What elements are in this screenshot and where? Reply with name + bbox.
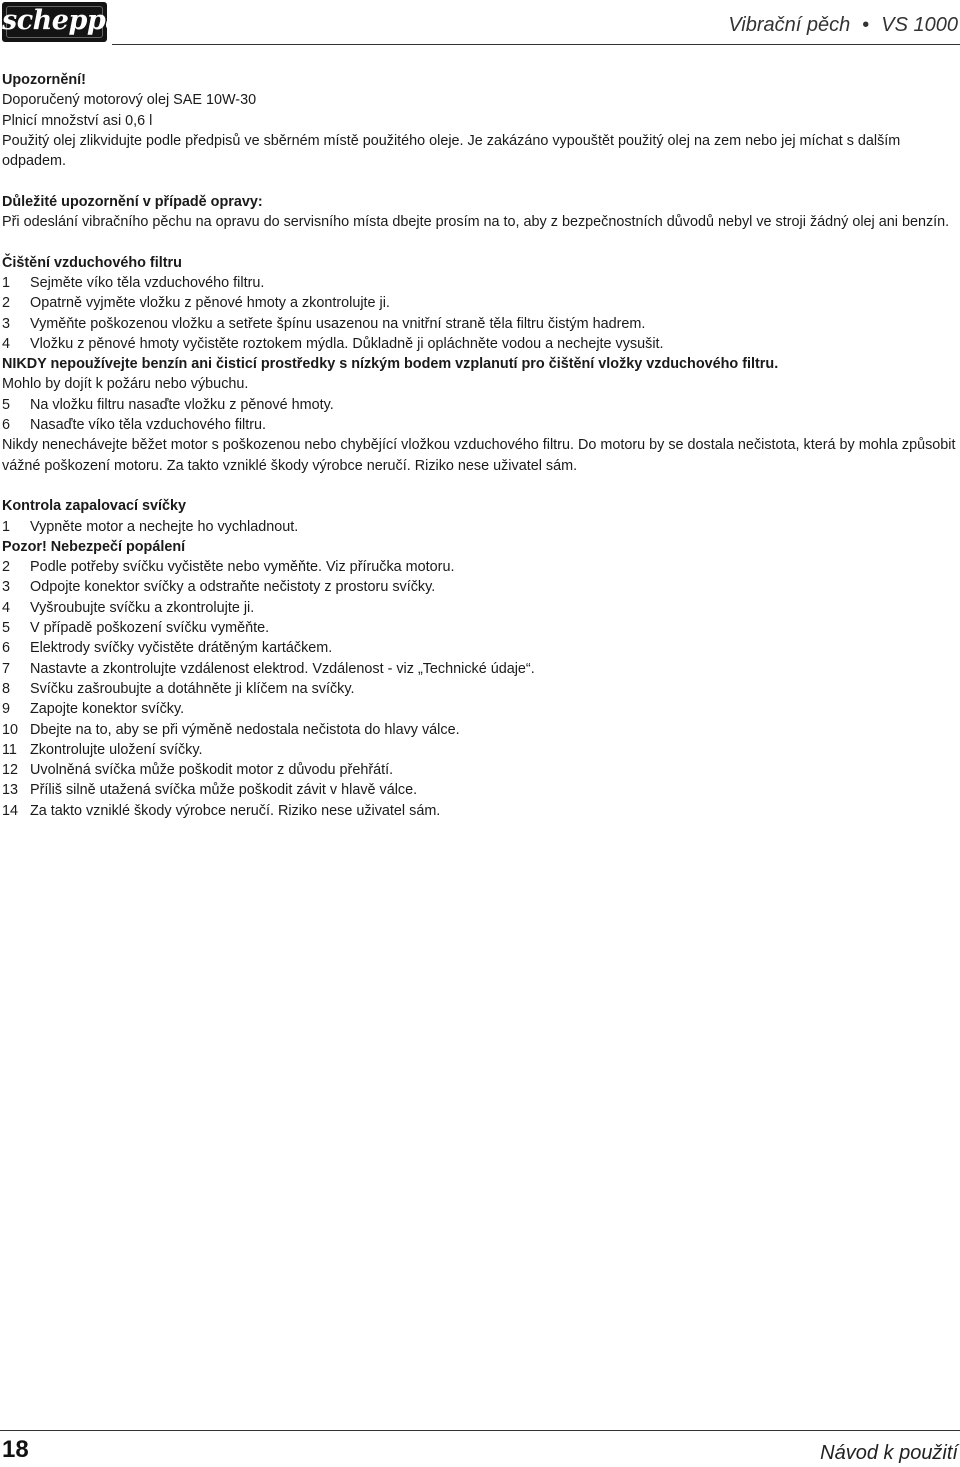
list-item: [2, 679, 958, 699]
list-item: [2, 314, 958, 334]
list-item: [2, 801, 958, 821]
item-number: 1: [2, 274, 11, 291]
item-number: 6: [2, 640, 11, 657]
item-number: 4: [2, 335, 11, 352]
item-text: Za takto vzniklé škody výrobce neručí. Riziko nese uživatel sám.: [30, 802, 441, 819]
item-number: 2: [2, 295, 11, 312]
item-number: 9: [2, 701, 11, 718]
list-item: [2, 557, 958, 577]
repair-title: Důležité upozornění v případě opravy:: [2, 193, 263, 210]
item-number: 4: [2, 599, 11, 616]
list-item: [2, 577, 958, 597]
list-item: [2, 659, 958, 679]
list-item: [2, 415, 958, 435]
item-number: 10: [2, 721, 19, 738]
item-number: 6: [2, 417, 11, 434]
model-name: VS 1000: [881, 14, 958, 36]
list-item: [2, 618, 958, 638]
item-text: Elektrody svíčky vyčistěte drátěným kartáčkem.: [30, 640, 333, 657]
item-text: Vyšroubujte svíčku a zkontrolujte ji.: [30, 599, 255, 616]
item-text: Uvolněná svíčka může poškodit motor z důvodu přehřátí.: [30, 762, 394, 779]
oil-type: Doporučený motorový olej SAE 10W-30: [2, 92, 257, 109]
never-warning: NIKDY nepoužívejte benzín ani čisticí prostředky s nízkým bodem vzplanutí pro čištění vložky vzduchového filtru.: [2, 356, 779, 373]
list-item: [2, 517, 958, 537]
document-title: [728, 14, 958, 37]
footer-rule: [0, 1430, 960, 1431]
item-text: Zkontrolujte uložení svíčky.: [30, 741, 203, 758]
item-text: Dbejte na to, aby se při výměně nedostala nečistota do hlavy válce.: [30, 721, 460, 738]
item-number: 3: [2, 579, 11, 596]
logo-text: scheppach: [2, 5, 158, 36]
item-text: Nasaďte víko těla vzduchového filtru.: [30, 417, 267, 434]
list-item: [2, 638, 958, 658]
separator-bullet: •: [862, 14, 870, 36]
item-number: 11: [2, 741, 17, 758]
page-footer: [0, 1428, 960, 1467]
page-header: [0, 0, 960, 48]
header-rule: [112, 44, 960, 45]
item-number: 2: [2, 559, 11, 576]
item-number: 3: [2, 315, 11, 332]
item-number: 5: [2, 620, 11, 637]
oil-amount: Plnicí množství asi 0,6 l: [2, 112, 153, 129]
spark-plug-title: Kontrola zapalovací svíčky: [2, 498, 186, 515]
list-item: [2, 780, 958, 800]
item-text: V případě poškození svíčku vyměňte.: [30, 620, 270, 637]
spacer: [2, 476, 958, 496]
spacer: [2, 171, 958, 191]
warning-title: Upozornění!: [2, 72, 86, 88]
item-number: 13: [2, 782, 19, 799]
list-item: [2, 293, 958, 313]
repair-text: Při odeslání vibračního pěchu na opravu do servisního místa dbejte prosím na to, aby z bezpečnostních důvodů nebyl ve stroji žádný olej ani benzín.: [2, 214, 950, 231]
item-number: 12: [2, 762, 19, 779]
item-text: Vypněte motor a nechejte ho vychladnout.: [30, 518, 299, 535]
item-text: Na vložku filtru nasaďte vložku z pěnové hmoty.: [30, 396, 334, 413]
product-name: Vibrační pěch: [728, 14, 851, 36]
item-text: Zapojte konektor svíčky.: [30, 701, 185, 718]
list-item: [2, 720, 958, 740]
scheppach-logo: [2, 2, 158, 42]
list-item: [2, 334, 958, 354]
air-filter-closing: Nikdy nenechávejte běžet motor s poškozenou nebo chybějící vložkou vzduchového filtru. Do motoru by se dostala nečistota, která by mohla způsobit vážné poškození motoru. Za takto vzniklé škody výrobce neručí. Riziko nese uživatel sám.: [2, 437, 956, 474]
spacer: [2, 232, 958, 252]
item-text: Příliš silně utažená svíčka může poškodit závit v hlavě válce.: [30, 782, 418, 799]
item-number: 14: [2, 802, 19, 819]
burn-warning: Pozor! Nebezpečí popálení: [2, 538, 186, 555]
item-text: Sejměte víko těla vzduchového filtru.: [30, 274, 265, 291]
item-text: Opatrně vyjměte vložku z pěnové hmoty a zkontrolujte ji.: [30, 295, 390, 312]
oil-disposal: Použitý olej zlikvidujte podle předpisů ve sběrném místě použitého oleje. Je zakázáno vypouštět použitý olej na zem nebo jej míchat s dalším odpadem.: [2, 132, 901, 170]
list-item: [2, 395, 958, 415]
item-number: 1: [2, 518, 11, 535]
manual-title: Návod k použití: [820, 1442, 958, 1464]
page-content: [2, 70, 958, 821]
list-item: [2, 598, 958, 618]
item-text: Podle potřeby svíčku vyčistěte nebo vyměňte. Viz příručka motoru.: [30, 559, 455, 576]
item-text: Odpojte konektor svíčky a odstraňte nečistoty z prostoru svíčky.: [30, 579, 436, 596]
fire-risk: Mohlo by dojít k požáru nebo výbuchu.: [2, 376, 249, 393]
item-text: Svíčku zašroubujte a dotáhněte ji klíčem na svíčky.: [30, 680, 355, 697]
item-text: Nastavte a zkontrolujte vzdálenost elektrod. Vzdálenost - viz „Technické údaje“.: [30, 660, 535, 677]
list-item: [2, 740, 958, 760]
item-number: 7: [2, 660, 11, 677]
item-text: Vložku z pěnové hmoty vyčistěte roztokem mýdla. Důkladně ji opláchněte vodou a nechejte vysušit.: [30, 335, 664, 352]
item-number: 5: [2, 396, 11, 413]
item-number: 8: [2, 680, 11, 697]
item-text: Vyměňte poškozenou vložku a setřete špínu usazenou na vnitřní straně těla filtru čistým hadrem.: [30, 315, 646, 332]
page-number: 18: [2, 1436, 29, 1463]
list-item: [2, 699, 958, 719]
list-item: [2, 760, 958, 780]
air-filter-title: Čištění vzduchového filtru: [2, 254, 182, 271]
list-item: [2, 273, 958, 293]
